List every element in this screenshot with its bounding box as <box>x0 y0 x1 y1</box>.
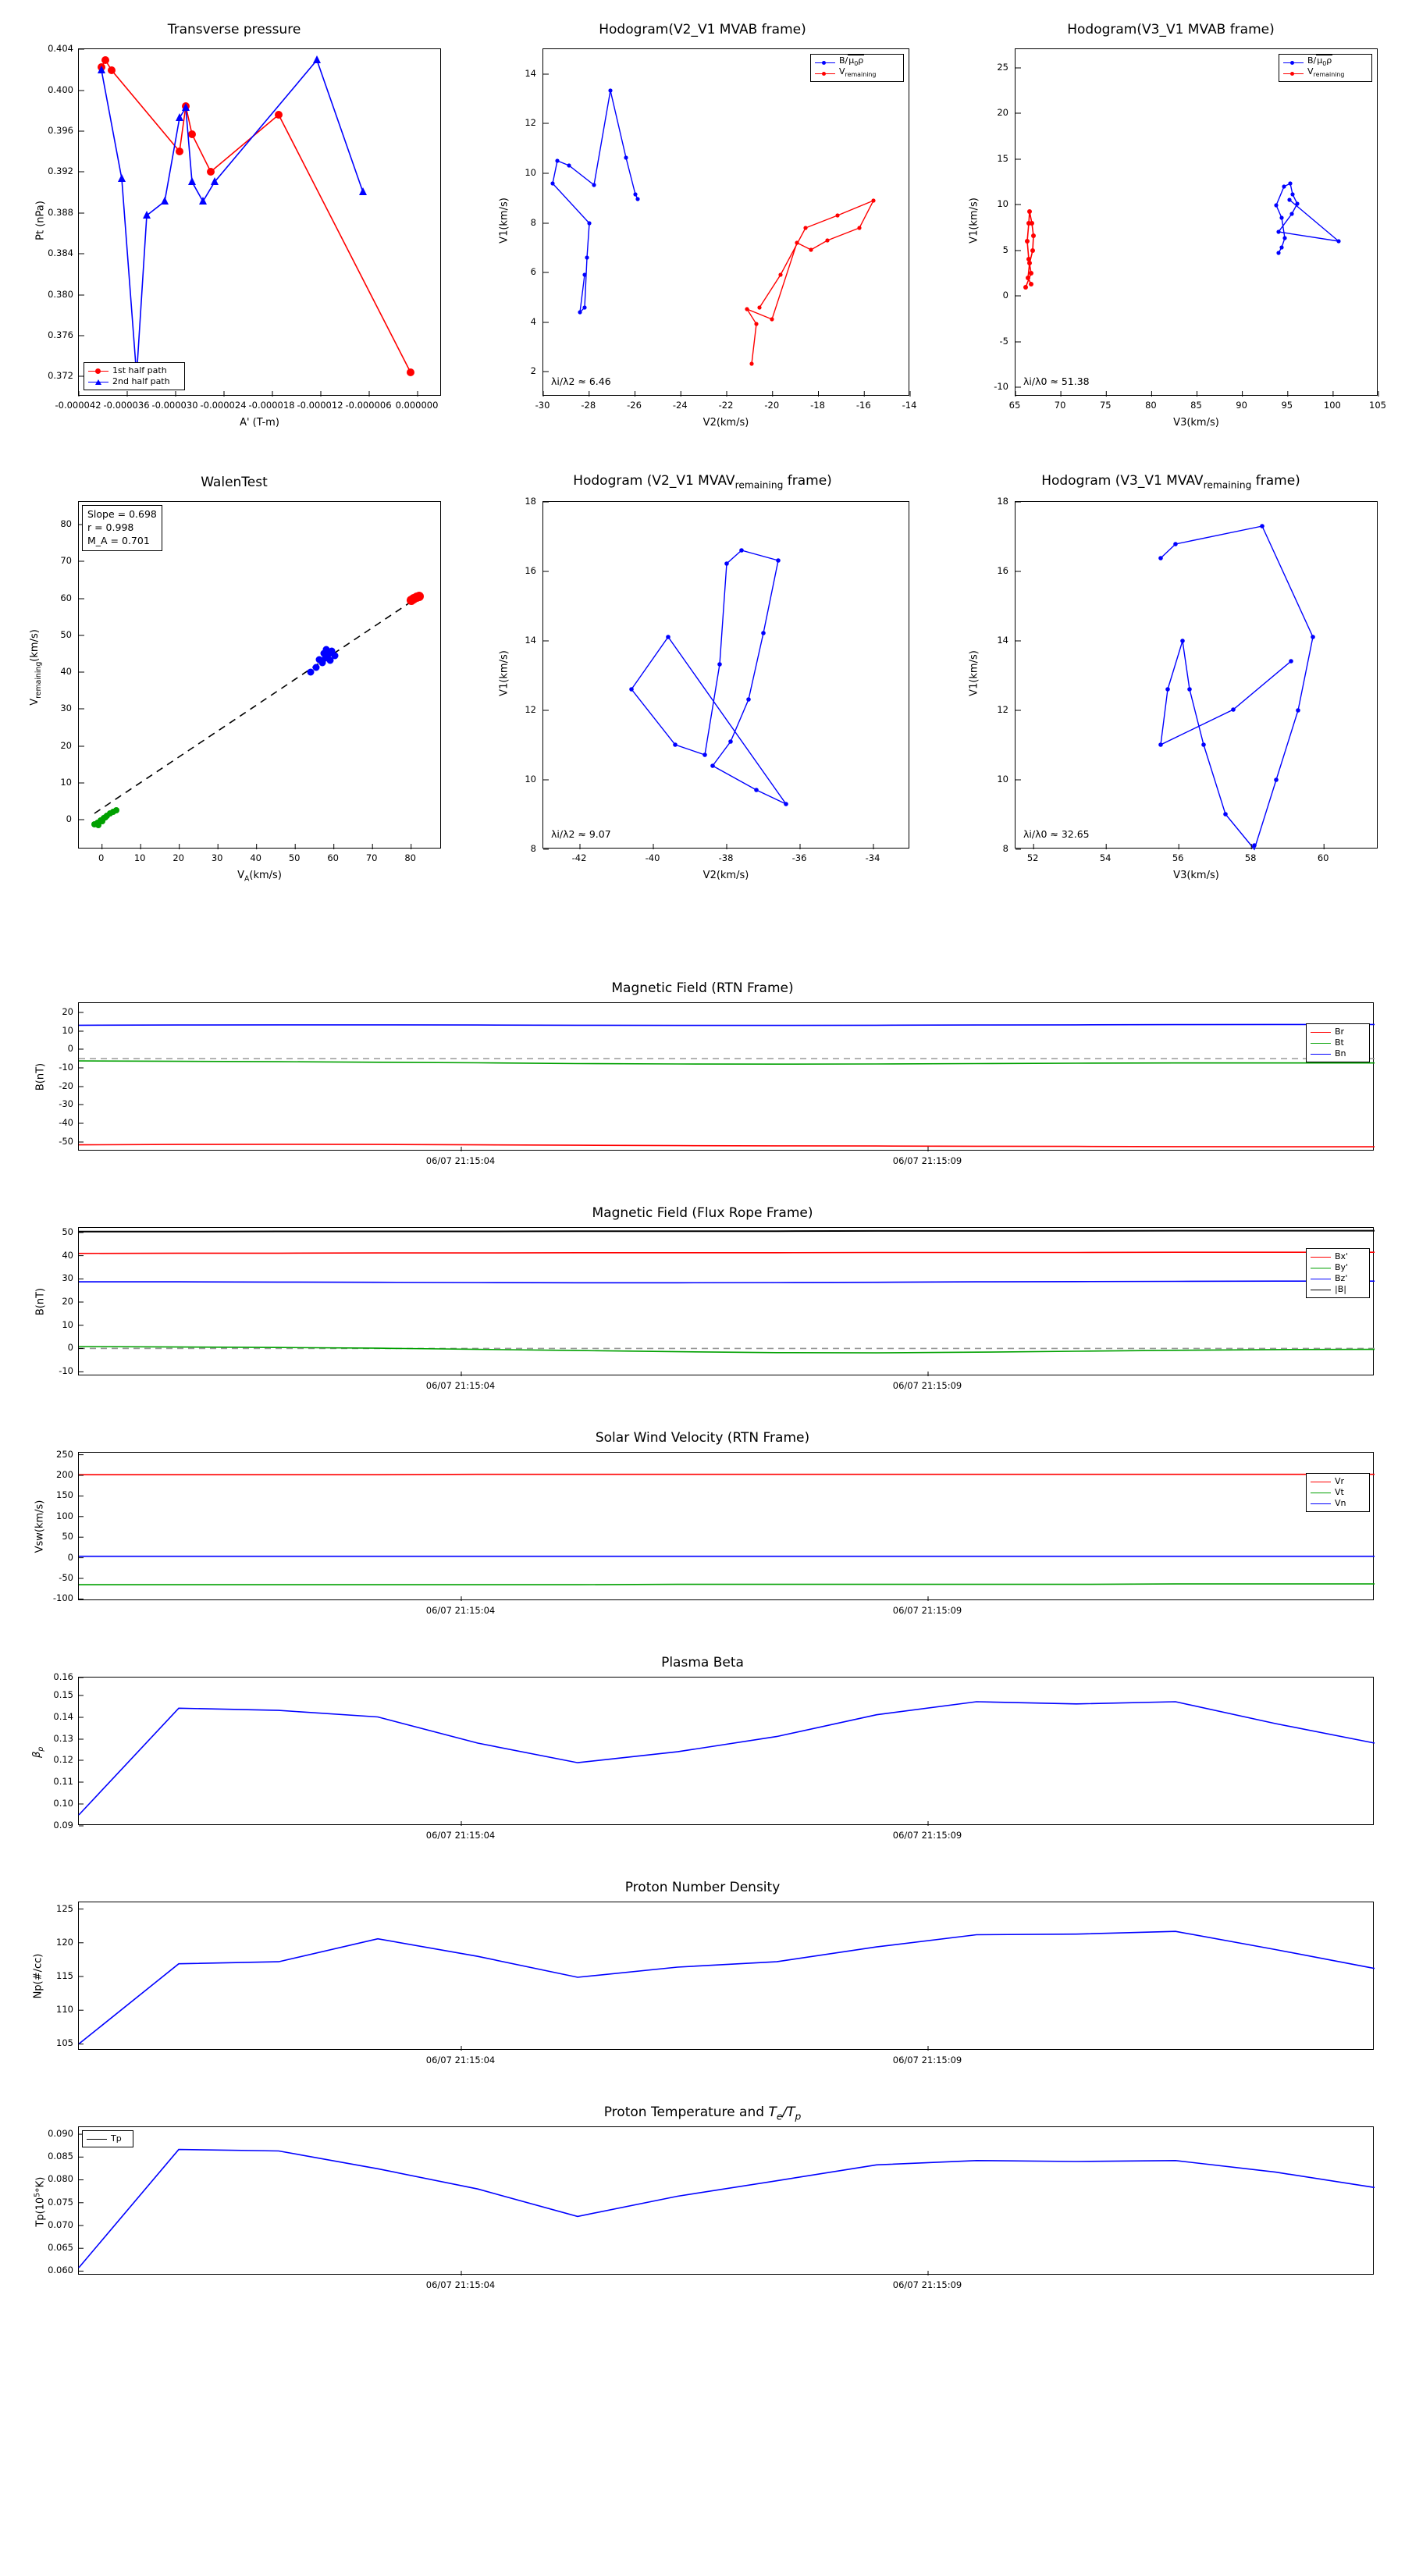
y-tick: 0.392 <box>48 165 73 176</box>
y-tick: 0 <box>67 1552 73 1563</box>
x-tick: 06/07 21:15:09 <box>892 1380 962 1391</box>
legend-item: Bz' <box>1311 1273 1365 1284</box>
y-tick: 14 <box>525 68 536 79</box>
legend[interactable] <box>810 54 904 82</box>
plot-area <box>78 2126 1374 2275</box>
series-b-line <box>1276 183 1339 253</box>
panel-title: Transverse pressure <box>167 22 301 37</box>
legend-item: $V_{remaining}$ <box>1283 68 1368 79</box>
legend-item: Bn <box>1311 1048 1365 1059</box>
series-layer <box>79 2127 1375 2275</box>
y-tick: 0.075 <box>48 2197 73 2208</box>
legend-item: $V_{remaining}$ <box>815 68 899 79</box>
circle-marker-icon <box>822 61 826 65</box>
series-br <box>79 1144 1375 1147</box>
y-tick: 6 <box>530 266 536 277</box>
y-axis-label: $\beta_p$ <box>31 1746 45 1758</box>
series-layer <box>79 49 442 397</box>
x-tick: -0.000036 <box>103 400 150 411</box>
x-tick: 95 <box>1281 400 1293 411</box>
x-tick: 06/07 21:15:09 <box>892 1155 962 1166</box>
y-tick: 20 <box>60 740 72 751</box>
y-tick: 50 <box>62 1226 73 1237</box>
x-tick: -20 <box>764 400 780 411</box>
x-tick: 0.000000 <box>395 400 439 411</box>
panel-walen-test <box>0 453 468 890</box>
y-tick: -10 <box>59 1365 73 1376</box>
x-tick: -16 <box>855 400 871 411</box>
y-axis-label: B(nT) <box>34 1062 47 1091</box>
y-tick: 0.12 <box>53 1754 73 1765</box>
x-tick: -36 <box>791 852 807 863</box>
panel-title: Hodogram(V2_V1 MVAB frame) <box>599 22 806 37</box>
y-tick: 12 <box>525 704 536 715</box>
series-red-markers <box>407 592 424 605</box>
plot-area <box>78 1902 1374 2050</box>
y-tick: 10 <box>60 777 72 788</box>
series-layer <box>79 1003 1375 1151</box>
series-b-line <box>631 550 786 804</box>
legend-item: Vt <box>1311 1487 1365 1498</box>
plot-area <box>78 1002 1374 1151</box>
legend-item: Bx' <box>1311 1251 1365 1262</box>
series-b-markers <box>550 88 639 314</box>
y-tick: 12 <box>997 704 1008 715</box>
y-tick: 5 <box>1002 244 1008 255</box>
y-tick: 0.090 <box>48 2128 73 2139</box>
series-b-line <box>553 91 638 312</box>
y-tick: 0.372 <box>48 370 73 381</box>
x-axis-label: V3(km/s) <box>1173 870 1219 881</box>
y-tick: 0.065 <box>48 2242 73 2253</box>
x-tick: 105 <box>1369 400 1386 411</box>
x-tick: -22 <box>718 400 734 411</box>
series-layer <box>543 49 910 397</box>
plot-area <box>78 1677 1374 1825</box>
panel-transverse-pressure <box>0 0 468 437</box>
x-tick: 75 <box>1099 400 1112 411</box>
series-layer <box>1016 49 1378 397</box>
x-tick: 100 <box>1323 400 1341 411</box>
circle-marker-icon <box>1290 61 1294 65</box>
x-tick: -24 <box>672 400 688 411</box>
series-abs-b <box>79 1231 1375 1232</box>
legend-item: By' <box>1311 1262 1365 1273</box>
legend-item: Br <box>1311 1026 1365 1037</box>
eigenvalue-ratio-annotation: λi/λ0 ≈ 51.38 <box>1023 375 1090 387</box>
eigenvalue-ratio-annotation: λi/λ0 ≈ 32.65 <box>1023 828 1090 840</box>
panel-proton-temperature <box>0 2100 1405 2318</box>
series-layer <box>79 1902 1375 2051</box>
y-tick: 16 <box>525 565 536 576</box>
x-tick: 06/07 21:15:04 <box>425 1605 496 1616</box>
panel-title: Proton Number Density <box>624 1880 781 1895</box>
series-bt <box>79 1061 1375 1064</box>
x-tick: 60 <box>1317 852 1329 863</box>
series-bz <box>79 1281 1375 1283</box>
legend[interactable] <box>1306 1023 1370 1062</box>
panel-solar-wind-velocity-rtn <box>0 1425 1405 1636</box>
y-tick: 0.09 <box>53 1820 73 1831</box>
x-tick: -0.000030 <box>151 400 198 411</box>
x-axis-label: $V_A(km/s)$ <box>237 870 282 884</box>
series-blue-markers <box>308 646 339 676</box>
legend[interactable] <box>82 2130 133 2147</box>
y-tick: -50 <box>59 1136 73 1147</box>
circle-marker-icon <box>1290 72 1294 76</box>
stat-mach: M_A = 0.701 <box>87 534 150 546</box>
series-b-markers <box>1274 181 1340 254</box>
series-layer <box>79 1453 1375 1601</box>
y-tick: -5 <box>999 336 1008 347</box>
y-tick: 16 <box>997 565 1008 576</box>
series-layer <box>79 1228 1375 1376</box>
y-tick: -10 <box>994 381 1008 392</box>
x-tick: 56 <box>1172 852 1184 863</box>
legend-item: Bt <box>1311 1037 1365 1048</box>
x-tick: 58 <box>1244 852 1257 863</box>
circle-marker-icon <box>95 368 101 374</box>
panel-title: Solar Wind Velocity (RTN Frame) <box>595 1430 810 1446</box>
panel-title: Magnetic Field (RTN Frame) <box>611 980 794 996</box>
x-tick: -0.000012 <box>297 400 343 411</box>
x-tick: 85 <box>1190 400 1202 411</box>
y-tick: -100 <box>52 1592 73 1603</box>
stat-r: r = 0.998 <box>87 521 134 533</box>
x-tick: 06/07 21:15:09 <box>892 1605 962 1616</box>
series-vrem-markers <box>745 198 875 365</box>
y-tick: 0.085 <box>48 2151 73 2161</box>
stat-slope: Slope = 0.698 <box>87 508 157 520</box>
y-tick: 125 <box>56 1903 73 1914</box>
y-tick: 120 <box>56 1937 73 1948</box>
y-tick: 0.400 <box>48 84 73 95</box>
legend-item: $B/\mu_0\rho$ <box>815 57 899 68</box>
x-tick: 50 <box>288 852 301 863</box>
plot-area <box>78 1452 1374 1600</box>
series-layer <box>543 502 910 849</box>
y-tick: 0.080 <box>48 2173 73 2184</box>
series-bx <box>79 1252 1375 1254</box>
y-tick: 0.14 <box>53 1711 73 1722</box>
plot-area <box>78 501 441 849</box>
y-tick: 10 <box>525 774 536 785</box>
plot-area <box>1015 48 1378 396</box>
y-tick: 25 <box>997 62 1008 73</box>
y-axis-label: B(nT) <box>34 1287 47 1316</box>
x-tick: 40 <box>250 852 262 863</box>
y-axis-label: V1(km/s) <box>498 197 510 244</box>
y-axis-label: Np(#/cc) <box>32 1953 44 1999</box>
x-tick: -40 <box>645 852 660 863</box>
panel-hodogram-v3v1-mvav <box>937 453 1405 890</box>
y-tick: 10 <box>525 167 536 178</box>
legend-item: 2nd half path <box>88 376 180 387</box>
y-tick: 4 <box>530 316 536 327</box>
y-tick: 0.396 <box>48 125 73 136</box>
series-layer <box>1016 502 1378 849</box>
y-tick: 18 <box>997 496 1008 507</box>
y-tick: 0 <box>67 1043 73 1054</box>
y-tick: 8 <box>1002 843 1008 854</box>
y-tick: 30 <box>60 703 72 713</box>
series-layer <box>79 1678 1375 1826</box>
series-plasma-beta <box>79 1702 1375 1815</box>
series-green-markers <box>91 807 119 828</box>
y-tick: 20 <box>997 107 1008 118</box>
y-axis-label: $V_{remaining}(km/s)$ <box>29 629 43 706</box>
y-tick: 18 <box>525 496 536 507</box>
x-tick: -0.000018 <box>248 400 295 411</box>
y-tick: 0.380 <box>48 289 73 300</box>
legend[interactable] <box>1279 54 1372 82</box>
y-tick: 0.15 <box>53 1689 73 1700</box>
legend-item: Vn <box>1311 1498 1365 1509</box>
panel-magnetic-field-fluxrope <box>0 1201 1405 1411</box>
y-tick: 30 <box>62 1272 73 1283</box>
x-tick: -26 <box>627 400 642 411</box>
triangle-marker-icon <box>95 379 101 385</box>
panel-title: Hodogram (V3_V1 $MVAV_{remaining}$ frame) <box>1041 473 1300 491</box>
walen-stats-box <box>82 505 162 551</box>
y-tick: 115 <box>56 1970 73 1981</box>
x-tick: -34 <box>865 852 880 863</box>
x-tick: 52 <box>1026 852 1039 863</box>
y-axis-label: Vsw(km/s) <box>34 1500 46 1553</box>
panel-title: Hodogram(V3_V1 MVAB frame) <box>1067 22 1275 37</box>
y-tick: 0.070 <box>48 2219 73 2230</box>
panel-title: Plasma Beta <box>661 1655 744 1670</box>
y-tick: 0.388 <box>48 207 73 218</box>
x-axis-label: V3(km/s) <box>1173 417 1219 429</box>
y-tick: 10 <box>62 1319 73 1330</box>
panel-plasma-beta <box>0 1650 1405 1861</box>
plot-area <box>78 48 441 396</box>
fit-line <box>94 592 426 813</box>
y-tick: 0.384 <box>48 247 73 258</box>
panel-hodogram-v2v1-mvab <box>468 0 937 437</box>
y-tick: 0.11 <box>53 1776 73 1787</box>
y-tick: 80 <box>60 518 72 529</box>
x-tick: 0 <box>98 852 105 863</box>
plot-area <box>78 1227 1374 1375</box>
x-tick: 10 <box>133 852 146 863</box>
x-tick: -28 <box>581 400 596 411</box>
x-tick: 30 <box>211 852 223 863</box>
panel-hodogram-v3v1-mvab <box>937 0 1405 437</box>
x-tick: 60 <box>327 852 340 863</box>
series-b-line <box>1161 526 1313 849</box>
x-axis-label: V2(km/s) <box>702 870 749 881</box>
y-tick: 100 <box>56 1510 73 1521</box>
x-tick: 06/07 21:15:04 <box>425 2279 496 2290</box>
legend-item: Vr <box>1311 1476 1365 1487</box>
series-vt <box>79 1584 1375 1585</box>
series-np <box>79 1931 1375 2044</box>
legend-item: $B/\mu_0\rho$ <box>1283 57 1368 68</box>
panel-magnetic-field-rtn <box>0 976 1405 1187</box>
x-tick: 06/07 21:15:04 <box>425 1380 496 1391</box>
y-tick: 0.10 <box>53 1798 73 1809</box>
y-tick: 15 <box>997 153 1008 164</box>
series-vrem-line <box>747 201 873 364</box>
y-axis-label: V1(km/s) <box>968 197 980 244</box>
y-tick: -40 <box>59 1117 73 1128</box>
y-tick: 0 <box>67 1342 73 1353</box>
x-tick: 70 <box>365 852 378 863</box>
y-tick: 150 <box>56 1489 73 1500</box>
legend[interactable] <box>1306 1248 1370 1298</box>
series-bn <box>79 1024 1375 1025</box>
x-axis-label: V2(km/s) <box>702 417 749 429</box>
x-tick: -30 <box>535 400 550 411</box>
x-tick: -42 <box>571 852 587 863</box>
y-tick: -50 <box>59 1572 73 1583</box>
x-tick: 54 <box>1099 852 1112 863</box>
y-tick: 14 <box>525 635 536 646</box>
series-layer <box>79 502 442 849</box>
y-tick: 50 <box>60 629 72 640</box>
panel-hodogram-v2v1-mvav <box>468 453 937 890</box>
y-tick: 14 <box>997 635 1008 646</box>
series-2nd-half-line <box>101 60 363 375</box>
x-tick: 06/07 21:15:04 <box>425 1155 496 1166</box>
y-tick: 20 <box>62 1296 73 1307</box>
y-tick: 250 <box>56 1449 73 1460</box>
x-tick: 80 <box>1145 400 1157 411</box>
legend[interactable] <box>84 362 185 390</box>
y-tick: -10 <box>59 1062 73 1073</box>
x-tick: 20 <box>173 852 185 863</box>
panel-proton-number-density <box>0 1875 1405 2086</box>
x-tick: 06/07 21:15:09 <box>892 1830 962 1841</box>
y-tick: -20 <box>59 1080 73 1091</box>
x-axis-label: A' (T-m) <box>240 417 279 429</box>
y-tick: 0 <box>1002 290 1008 301</box>
eigenvalue-ratio-annotation: λi/λ2 ≈ 6.46 <box>551 375 611 387</box>
y-tick: 10 <box>62 1025 73 1036</box>
x-tick: 70 <box>1054 400 1066 411</box>
series-by <box>79 1347 1375 1353</box>
legend-item: |B| <box>1311 1284 1365 1295</box>
y-tick: 0 <box>66 813 72 824</box>
y-tick: 110 <box>56 2004 73 2015</box>
y-tick: 20 <box>62 1006 73 1017</box>
panel-title: Hodogram (V2_V1 $MVAV_{remaining}$ frame) <box>573 473 832 491</box>
y-tick: 50 <box>62 1531 73 1542</box>
series-b-markers <box>1158 524 1315 848</box>
x-tick: -0.000024 <box>200 400 247 411</box>
panel-title: WalenTest <box>201 475 268 490</box>
series-b-markers <box>629 548 788 806</box>
y-tick: 40 <box>62 1250 73 1261</box>
x-tick: 80 <box>404 852 417 863</box>
x-tick: 06/07 21:15:04 <box>425 1830 496 1841</box>
plot-area <box>1015 501 1378 849</box>
x-tick: -0.000006 <box>345 400 392 411</box>
y-tick: 12 <box>525 117 536 128</box>
y-tick: 8 <box>530 843 536 854</box>
y-tick: -30 <box>59 1098 73 1109</box>
plot-area <box>542 501 909 849</box>
y-tick: 200 <box>56 1469 73 1480</box>
y-tick: 0.376 <box>48 329 73 340</box>
plot-area <box>542 48 909 396</box>
series-vrem-markers <box>1023 209 1036 290</box>
y-tick: 10 <box>997 198 1008 209</box>
x-tick: 06/07 21:15:09 <box>892 2055 962 2065</box>
x-tick: -18 <box>810 400 825 411</box>
panel-title: Proton Temperature and $T_e/T_p$ <box>603 2105 802 2122</box>
y-tick: 8 <box>530 217 536 228</box>
circle-marker-icon <box>822 72 826 76</box>
y-tick: 105 <box>56 2037 73 2048</box>
y-tick: 0.060 <box>48 2265 73 2275</box>
y-tick: 0.16 <box>53 1671 73 1682</box>
x-tick: 06/07 21:15:09 <box>892 2279 962 2290</box>
series-tp <box>79 2150 1375 2268</box>
x-tick: 90 <box>1236 400 1247 411</box>
x-tick: 06/07 21:15:04 <box>425 2055 496 2065</box>
y-axis-label: Pt (nPa) <box>34 201 47 240</box>
x-tick: -14 <box>902 400 917 411</box>
legend-item: Tp <box>87 2133 129 2144</box>
y-tick: 10 <box>997 774 1008 785</box>
legend-item: 1st half path <box>88 365 180 376</box>
y-tick: 0.404 <box>48 43 73 54</box>
y-tick: 40 <box>60 666 72 677</box>
legend[interactable] <box>1306 1473 1370 1512</box>
x-tick: -0.000042 <box>55 400 101 411</box>
series-2nd-half-markers <box>98 55 367 379</box>
x-tick: -38 <box>718 852 734 863</box>
y-axis-label: $Tp(10^5^\circ K)$ <box>33 2176 47 2227</box>
y-tick: 70 <box>60 555 72 566</box>
eigenvalue-ratio-annotation: λi/λ2 ≈ 9.07 <box>551 828 611 840</box>
panel-title: Magnetic Field (Flux Rope Frame) <box>592 1205 813 1221</box>
y-tick: 2 <box>530 365 536 376</box>
y-tick: 0.13 <box>53 1733 73 1744</box>
y-tick: 60 <box>60 592 72 603</box>
x-tick: 65 <box>1008 400 1021 411</box>
y-axis-label: V1(km/s) <box>498 650 510 696</box>
y-axis-label: V1(km/s) <box>968 650 980 696</box>
